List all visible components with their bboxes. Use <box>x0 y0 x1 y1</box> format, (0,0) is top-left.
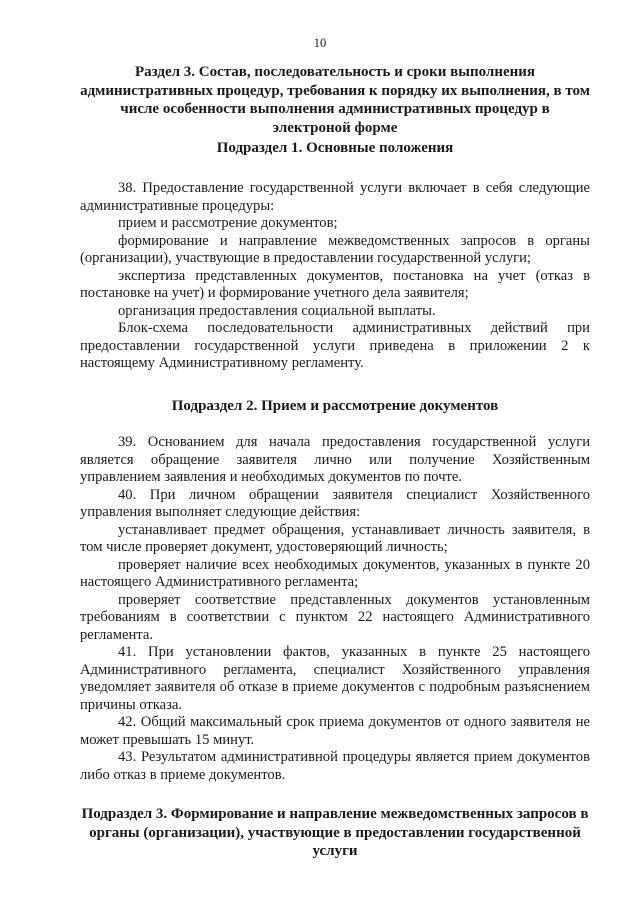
paragraph-39: 39. Основанием для начала предоставления государственной услуги является обращение заявителя лично или получение Хозяйственным управлением заявления и необходимых документов по почте. <box>80 434 590 485</box>
subsection-3-title: Подраздел 3. Формирование и направление межведомственных запросов в органы (организации), участвующие в предоставлении государственной услуги <box>81 806 589 859</box>
list-item-action: проверяет наличие всех необходимых документов, указанных в пункте 20 настоящего Административного регламента; <box>80 556 590 590</box>
paragraph-38: 38. Предоставление государственной услуги включает в себя следующие административные процедуры: <box>80 180 590 214</box>
list-item-procedure: прием и рассмотрение документов; <box>118 215 338 231</box>
list-item-procedure: экспертиза представленных документов, постановка на учет (отказ в постановке на учет) и формирование учетного дела заявителя; <box>80 267 590 301</box>
list-item-action: устанавливает предмет обращения, устанавливает личность заявителя, в том числе проверяет документ, удостоверяющий личность; <box>80 521 590 555</box>
page-number: 10 <box>313 36 327 50</box>
paragraph-42: 42. Общий максимальный срок приема документов от одного заявителя не может превышать 15 минут. <box>80 714 590 748</box>
list-item-procedure: организация предоставления социальной выплаты. <box>118 302 436 319</box>
subsection-1-title: Подраздел 1. Основные положения <box>216 140 454 156</box>
paragraph-41: 41. При установлении фактов, указанных в пункте 25 настоящего Административного регламента, специалист Хозяйственного управления уведомляет заявителя об отказе в приеме документов с подробным разъяснением причины отказа. <box>80 644 590 713</box>
subsection-2-body <box>80 434 590 784</box>
subsection-2-title: Подраздел 2. Прием и рассмотрение документов <box>171 398 499 414</box>
paragraph-40: 40. При личном обращении заявителя специалист Хозяйственного управления выполняет следующие действия: <box>80 486 590 520</box>
list-item-action: проверяет соответствие представленных документов установленным требованиям в соответствии с пунктом 22 настоящего Административного регламента. <box>80 591 590 643</box>
section-3-title: Раздел 3. Состав, последовательность и сроки выполнения административных процедур, требования к порядку их выполнения, в том числе особенности выполнения административных процедур в электроной форме <box>80 64 590 136</box>
subsection-1-body <box>80 180 590 373</box>
flowchart-reference-paragraph: Блок-схема последовательности административных действий при предоставлении государственной услуги приведена в приложении 2 к настоящему Административному регламенту. <box>80 320 590 371</box>
list-item-procedure: формирование и направление межведомственных запросов в органы (организации), участвующие в предоставлении государственной услуги; <box>80 232 590 266</box>
paragraph-43: 43. Результатом административной процедуры является прием документов либо отказ в приеме документов. <box>80 749 590 783</box>
